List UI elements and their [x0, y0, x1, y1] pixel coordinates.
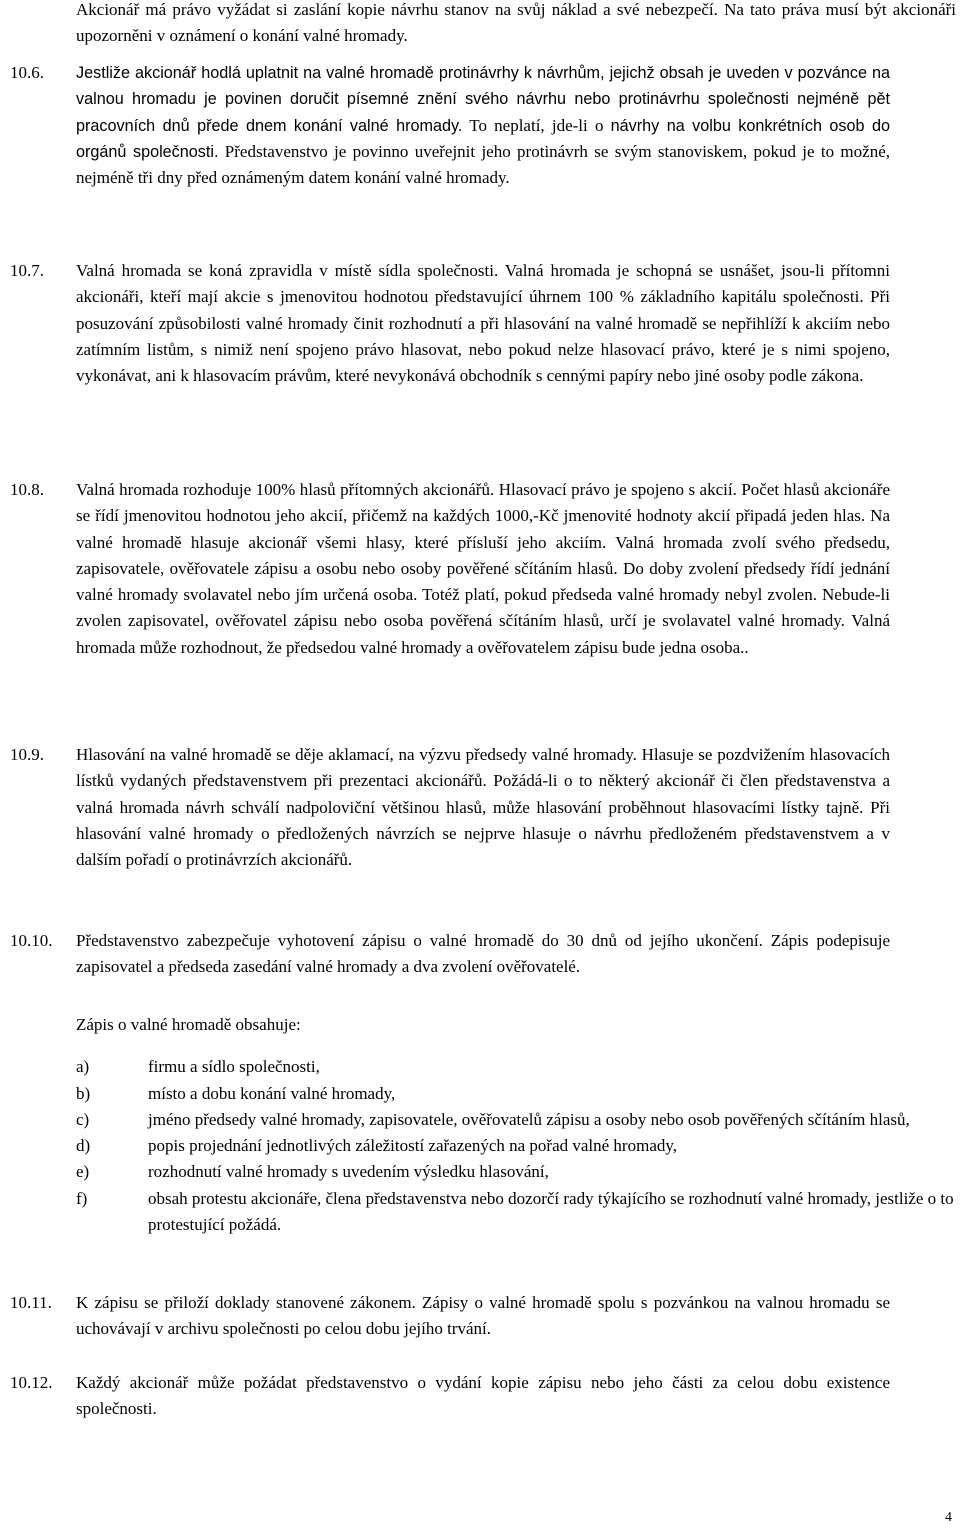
section-number: 10.9. [10, 745, 44, 764]
list-letter: a) [76, 1057, 90, 1077]
section-number: 10.7. [10, 261, 44, 280]
list-text: rozhodnutí valné hromady s uvedením výsledku hlasování, [148, 1162, 549, 1182]
list-text: jméno předsedy valné hromady, zapisovatele, ověřovatelů zápisu a osoby nebo osob pověřených sčítáním hlasů, [148, 1109, 910, 1129]
section-body: K zápisu se přiloží doklady stanovené zákonem. Zápisy o valné hromadě spolu s pozvánkou na valnou hromadu se uchovávají v archivu společnosti po celou dobu jejího trvání. [76, 1293, 890, 1339]
section-text-part: návrhy na volbu konkrétních osob do orgánů společnosti. [76, 116, 890, 161]
section-number: 10.8. [10, 480, 44, 499]
section-number: 10.11. [10, 1293, 52, 1312]
section-body: Představenstvo zabezpečuje vyhotovení zápisu o valné hromadě do 30 dnů od jejího ukončení. Zápis podepisuje zapisovatel a předseda zasedání valné hromady a dva zvolení ověřovatelé. [76, 931, 890, 977]
list-letter: e) [76, 1162, 90, 1182]
list-text: firmu a sídlo společnosti, [148, 1057, 320, 1077]
list-text: obsah protestu akcionáře, člena představenstva nebo dozorčí rady týkajícího se rozhodnutí valné hromady, jestliže o to protestující požádá. [148, 1188, 954, 1235]
section-10-9 [10, 742, 890, 882]
list-item [76, 1054, 956, 1080]
list-letter: b) [76, 1083, 91, 1103]
section-body: Hlasování na valné hromadě se děje aklamací, na výzvu předsedy valné hromady. Hlasuje se pozdvižením hlasovacích lístků vydaných představenstvem při prezentaci akcionářů. Požádá-li o to některý akcionář či člen představenstva a valná hromada návrh schválí nadpoloviční většinou hlasů, může hlasování proběhnout hlasovacími lístky tajně. Při hlasování valné hromady o předložených návrzích se nejprve hlasuje o návrhu předloženém představenstvem a v dalším pořadí o protinávrzích akcionářů. [76, 745, 890, 870]
list-item [76, 1159, 956, 1185]
section-10-12 [10, 1370, 890, 1430]
list-text: popis projednání jednotlivých záležitostí zařazených na pořad valné hromady, [148, 1136, 678, 1156]
section-number: 10.12. [10, 1373, 53, 1392]
section-body [76, 60, 890, 191]
section-body: Valná hromada se koná zpravidla v místě sídla společnosti. Valná hromada je schopná se usnášet, jsou-li přítomni akcionáři, kteří mají akcie s jmenovitou hodnotou představující úhrnem 100 % základního kapitálu společnosti. Při posuzování způsobilosti valné hromady činit rozhodnutí a při hlasování na valné hromadě se nepřihlíží k akciím nebo zatímním listům, s nimiž není spojeno právo hlasovat, nebo pokud nelze hlasovací právo, které je s nimi spojeno, vykonávat, ani k hlasovacím právům, které nevykonává obchodník s cennými papíry nebo jiné osoby podle zákona. [76, 261, 890, 386]
list-heading: Zápis o valné hromadě obsahuje: [76, 1015, 301, 1034]
section-10-6 [10, 60, 890, 240]
section-number: 10.6. [10, 63, 44, 82]
section-body: Každý akcionář může požádat představenstvo o vydání kopie zápisu nebo jeho části za celou dobu existence společnosti. [76, 1373, 890, 1419]
page-number: 4 [945, 1510, 952, 1525]
section-10-8 [10, 477, 890, 717]
list-item [76, 1081, 956, 1107]
section-number: 10.10. [10, 931, 53, 950]
section-text-part: To neplatí, jde-li o [462, 115, 611, 135]
list-item [76, 1107, 956, 1133]
list-item [76, 1186, 956, 1239]
section-10-7 [10, 258, 890, 458]
list-text: místo a dobu konání valné hromady, [148, 1083, 396, 1103]
minutes-contents-list [76, 1012, 956, 1238]
section-10-10 [10, 928, 890, 988]
section-text-part: Jestliže akcionář hodlá uplatnit na valné hromadě protinávrhy k návrhům, jejichž obsah je uveden v pozvánce na valnou hromadu je povinen doručit písemné znění svého návrhu nebo protinávrhu společnosti nejméně pět pracovních dnů přede dnem konání valné hromady. [76, 64, 890, 135]
list-letter: d) [76, 1136, 91, 1156]
intro-paragraph: Akcionář má právo vyžádat si zaslání kopie návrhu stanov na svůj náklad a své nebezpečí. Na tato práva musí být akcionáři upozorněni v oznámení o konání valné hromady. [76, 0, 956, 46]
list-item [76, 1133, 956, 1159]
section-10-11 [10, 1290, 890, 1350]
list-letter: c) [76, 1109, 90, 1129]
list-letter: f) [76, 1188, 88, 1208]
section-body: Valná hromada rozhoduje 100% hlasů přítomných akcionářů. Hlasovací právo je spojeno s akcií. Počet hlasů akcionáře se řídí jmenovitou hodnotou jeho akcií, přičemž na každých 1000,-Kč jmenovité hodnoty akcií připadá jeden hlas. Na valné hromadě hlasuje akcionář všemi hlasy, které přísluší jeho akciím. Valná hromada zvolí svého předsedu, zapisovatele, ověřovatele zápisu a osobu nebo osoby pověřené sčítáním hlasů. Do doby zvolení předsedy řídí jednání valné hromady svolavatel nebo jím určená osoba. Totéž platí, pokud předseda valné hromady nebyl zvolen. Nebude-li zvolen zapisovatel, ověřovatel zápisu nebo osoba pověřená sčítáním hlasů, určí je svolavatel valné hromady. Valná hromada může rozhodnout, že předsedou valné hromady a ověřovatelem zápisu bude jedna osoba.. [76, 480, 890, 657]
section-text-part: Představenstvo je povinno uveřejnit jeho protinávrh se svým stanoviskem, pokud je to možné, nejméně tři dny před oznámeným datem konání valné hromady. [76, 141, 890, 188]
